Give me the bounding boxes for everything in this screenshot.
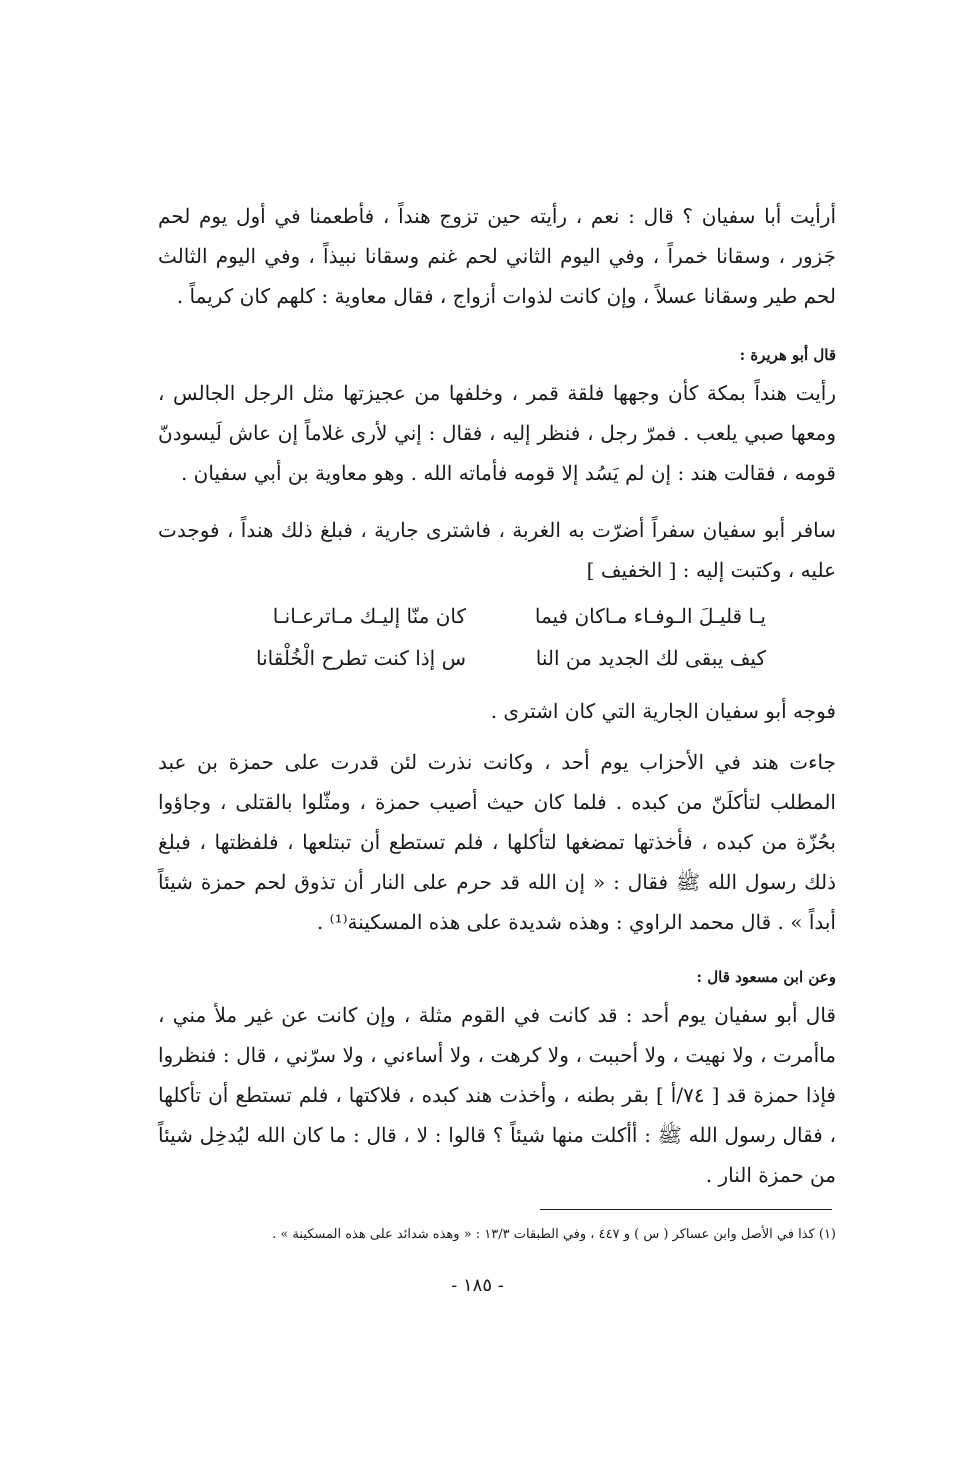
paragraph-wedding-feast: أرأيت أبا سفيان ؟ قال : نعم ، رأيته حين تزوج هنداً ، فأطعمنا في أول يوم لحم جَزور ، وسقانا خمراً ، وفي اليوم الثاني لحم غنم وسقانا نبيذاً ، وفي اليوم الثالث لحم طير وسقانا عسلاً ، وإن كانت لذوات أزواج ، فقال معاوية : كلهم كان كريماً . — [158, 204, 836, 308]
verse-2-second-hemistich: س إذا كنت تطرح الْخُلْقانا — [255, 646, 466, 670]
paragraph-hind-in-mecca: رأيت هنداً بمكة كأن وجهها فلقة قمر ، وخلفها من عجيزتها مثل الرجل الجالس ، ومعها صبي يلعب . فمرّ رجل ، فنظر إليه ، فقال : إني لأرى غلاماً إن عاش لَيسودنّ قومه ، فقالت هند : إن لم يَسُد إلا قومه فأماته الله . وهو معاوية بن أبي سفيان . — [158, 381, 836, 485]
paragraph-hind-at-uhud: جاءت هند في الأحزاب يوم أحد ، وكانت نذرت لئن قدرت على حمزة بن عبد المطلب لتأكلَنّ من كبده . فلما كان حيث أصيب حمزة ، ومثّلوا بالقتلى ، وجاؤوا بحُزّة من كبده ، فأخذتها تمضغها لتأكلها ، فلم تستطع أن تبتلعها ، فلفظتها ، فبلغ ذلك رسول الله ﷺ فقال : « إن الله قد حرم على النار أن تذوق لحم حمزة شيئاً أبداً » . قال محمد الراوي : وهذه شديدة على هذه المسكينة⁽¹⁾ . — [158, 750, 836, 934]
verse-line-1 — [158, 596, 836, 636]
verse-1-first-hemistich: يـا قليـلَ الـوفـاء مـاكان فيما — [534, 604, 766, 628]
paragraph-abu-sufyan-travel: سافر أبو سفيان سفراً أضرّت به الغربة ، فاشترى جارية ، فبلغ ذلك هنداً ، فوجدت عليه ، وكتبت إليه : [ الخفيف ] — [158, 518, 837, 582]
paragraph-abu-sufyan-uhud: قال أبو سفيان يوم أحد : قد كانت في القوم مثلة ، وإن كانت عن غير ملأ مني ، ماأمرت ، ولا نهيت ، ولا أحببت ، ولا كرهت ، ولا أساءني ، ولا سرّني ، قال : فنظروا فإذا حمزة قد [ ٧٤/أ ] بقر بطنه ، وأخذت هند كبده ، فلاكتها ، فلم تستطع أن تأكلها ، فقال رسول الله ﷺ : أأكلت منها شيئاً ؟ قالوا : لا ، قال : ما كان الله ليُدخِل شيئاً من حمزة النار . — [158, 1003, 836, 1187]
heading-ibn-masud: وعن ابن مسعود قال : — [696, 968, 836, 986]
paragraph-slave-girl-sent: فوجه أبو سفيان الجارية التي كان اشترى . — [490, 699, 836, 723]
heading-abu-hurayra: قال أبو هريرة : — [739, 346, 836, 364]
footnote-1: (١) كذا في الأصل وابن عساكر ( س ) و ٤٤٧ ، وفي الطبقات ١٣/٣ : « وهذه شدائد على هذه المسكينة » . — [272, 1227, 836, 1242]
page-number: - ١٨٥ - — [451, 1275, 504, 1296]
footnote-divider — [540, 1209, 832, 1210]
verse-2-first-hemistich: كيف يبقى لك الجديد من النا — [535, 646, 766, 670]
verse-1-second-hemistich: كان منّا إليـك مـاترعـانـا — [272, 604, 466, 628]
verse-line-2 — [158, 638, 836, 678]
